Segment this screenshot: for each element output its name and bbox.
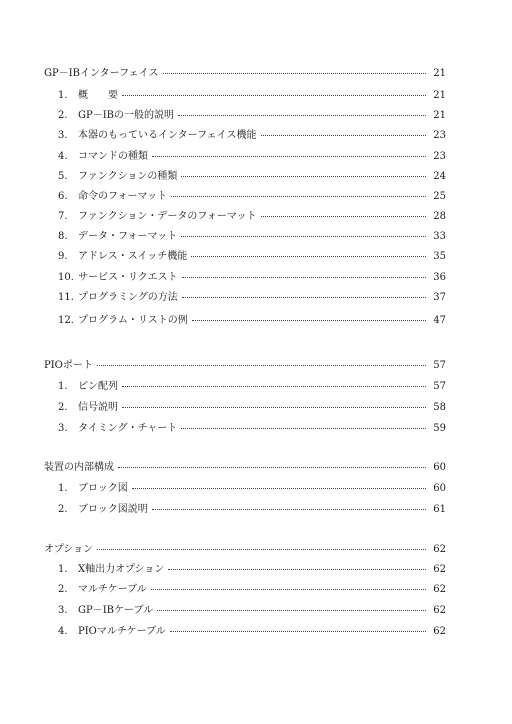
toc-heading-title: PIOポート (44, 360, 93, 371)
toc-item (58, 191, 446, 203)
toc-item-title: PIOマルチケーブル (78, 626, 166, 637)
toc-page-number: 21 (433, 68, 446, 79)
toc-page-number: 25 (433, 191, 446, 202)
toc-page-number: 47 (433, 315, 446, 326)
toc-page-number: 62 (433, 626, 446, 637)
toc-page-number: 61 (433, 504, 446, 515)
toc-item (58, 402, 446, 414)
toc-page-number: 62 (433, 564, 446, 575)
leader-dots (170, 624, 426, 632)
leader-dots (261, 128, 427, 136)
toc-item (58, 251, 446, 263)
toc-page-number: 57 (433, 381, 446, 392)
toc-item-title: コマンドの種類 (78, 151, 148, 162)
leader-dots (152, 502, 426, 510)
leader-dots (118, 460, 426, 468)
toc-page-number: 57 (433, 360, 446, 371)
toc-item (58, 381, 446, 393)
toc-item-number: 3. (58, 605, 68, 616)
toc-item-number: 3. (58, 130, 68, 141)
toc-page-number: 62 (433, 544, 446, 555)
toc-item-number: 2. (58, 402, 68, 413)
leader-dots (192, 313, 426, 321)
toc-page-number: 59 (433, 423, 446, 434)
toc-item-number: 2. (58, 584, 68, 595)
toc-heading-title: オプション (44, 544, 94, 555)
toc-item (58, 130, 446, 142)
leader-dots (122, 400, 426, 408)
leader-dots (97, 542, 426, 550)
toc-item (58, 272, 446, 284)
leader-dots (171, 189, 426, 197)
toc-item (58, 626, 446, 638)
toc-page-number: 60 (433, 483, 446, 494)
toc-page-number: 58 (433, 402, 446, 413)
leader-dots (181, 169, 426, 177)
toc-item-title: プログラミングの方法 (78, 292, 178, 303)
toc-item (58, 564, 446, 576)
toc-item (58, 110, 446, 122)
toc-page-number: 62 (433, 605, 446, 616)
toc-item-title: マルチケーブル (78, 584, 147, 595)
toc-item-number: 4. (58, 626, 68, 637)
toc-item-title: 信号説明 (78, 402, 118, 413)
leader-dots (132, 481, 426, 489)
toc-page-number: 62 (433, 584, 446, 595)
toc-item (58, 584, 446, 596)
toc-item-title: ブロック図説明 (78, 504, 148, 515)
toc-page-number: 60 (433, 462, 446, 473)
leader-dots (182, 290, 426, 298)
toc-heading (44, 360, 446, 372)
toc-item-number: 1. (58, 483, 68, 494)
leader-dots (181, 421, 426, 429)
toc-item-number: 9. (58, 251, 68, 262)
leader-dots (168, 562, 426, 570)
toc-item-title: データ・フォーマット (78, 231, 178, 242)
leader-dots (181, 229, 426, 237)
toc-item-title: ピン配列 (78, 381, 118, 392)
toc-item-title: ファンクション・データのフォーマット (78, 211, 257, 222)
toc-item-number: 6. (58, 191, 68, 202)
leader-dots (122, 379, 426, 387)
toc-heading (44, 462, 446, 474)
toc-item-number: 5. (58, 171, 68, 182)
toc-item-number: 3. (58, 423, 68, 434)
toc-page-number: 21 (433, 90, 446, 101)
toc-item-number: 7. (58, 211, 68, 222)
toc-item-title: ブロック図 (78, 483, 128, 494)
leader-dots (151, 582, 426, 590)
toc-item-number: 12. (58, 315, 74, 326)
toc-item-title: プログラム・リストの例 (78, 315, 188, 326)
toc-heading (44, 68, 446, 80)
toc-item-number: 1. (58, 381, 68, 392)
toc-item-title: GP－IBケーブル (78, 605, 154, 616)
leader-dots (261, 209, 427, 217)
toc-item-title: GP－IBの一般的説明 (78, 110, 175, 121)
toc-item (58, 483, 446, 495)
toc-page-number: 23 (433, 130, 446, 141)
toc-item-title: X軸出力オプション (78, 564, 165, 575)
toc-item (58, 151, 446, 163)
leader-dots (178, 108, 426, 116)
leader-dots (122, 88, 426, 96)
toc-item-number: 8. (58, 231, 68, 242)
toc-page-number: 21 (433, 110, 446, 121)
toc-item-title: 命令のフォーマット (78, 191, 168, 202)
leader-dots (163, 66, 426, 74)
toc-item (58, 605, 446, 617)
toc-page-number: 33 (433, 231, 446, 242)
toc-item-title: アドレス・スイッチ機能 (78, 251, 188, 262)
toc-item (58, 292, 446, 304)
toc-item-title: 本器のもっているインターフェイス機能 (78, 130, 257, 141)
leader-dots (191, 249, 426, 257)
toc-item (58, 423, 446, 435)
toc-page-number: 35 (433, 251, 446, 262)
toc-heading-title: GP－IBインターフェイス (44, 68, 159, 79)
toc-page-number: 23 (433, 151, 446, 162)
toc-page-number: 28 (433, 211, 446, 222)
toc-item-number: 1. (58, 90, 68, 101)
toc-item-number: 11. (58, 292, 74, 303)
leader-dots (182, 270, 426, 278)
toc-heading-title: 装置の内部構成 (44, 462, 114, 473)
toc-item (58, 211, 446, 223)
toc-item-number: 2. (58, 110, 68, 121)
toc-page-number: 36 (433, 272, 446, 283)
toc-item (58, 231, 446, 243)
toc-item (58, 171, 446, 183)
toc-page-number: 37 (433, 292, 446, 303)
toc-item-title: タイミング・チャート (78, 423, 178, 434)
toc-item-number: 4. (58, 151, 68, 162)
toc-item-number: 2. (58, 504, 68, 515)
toc-item (58, 315, 446, 327)
toc-item (58, 504, 446, 516)
toc-item-title: ファンクションの種類 (78, 171, 178, 182)
toc-item-title: 概 要 (78, 90, 118, 101)
toc-item-number: 10. (58, 272, 74, 283)
toc-heading (44, 544, 446, 556)
leader-dots (152, 149, 426, 157)
leader-dots (157, 603, 426, 611)
toc-item (58, 90, 446, 102)
leader-dots (97, 358, 426, 366)
toc-item-number: 1. (58, 564, 68, 575)
toc-item-title: サービス・リクエスト (78, 272, 178, 283)
toc-page-number: 24 (433, 171, 446, 182)
